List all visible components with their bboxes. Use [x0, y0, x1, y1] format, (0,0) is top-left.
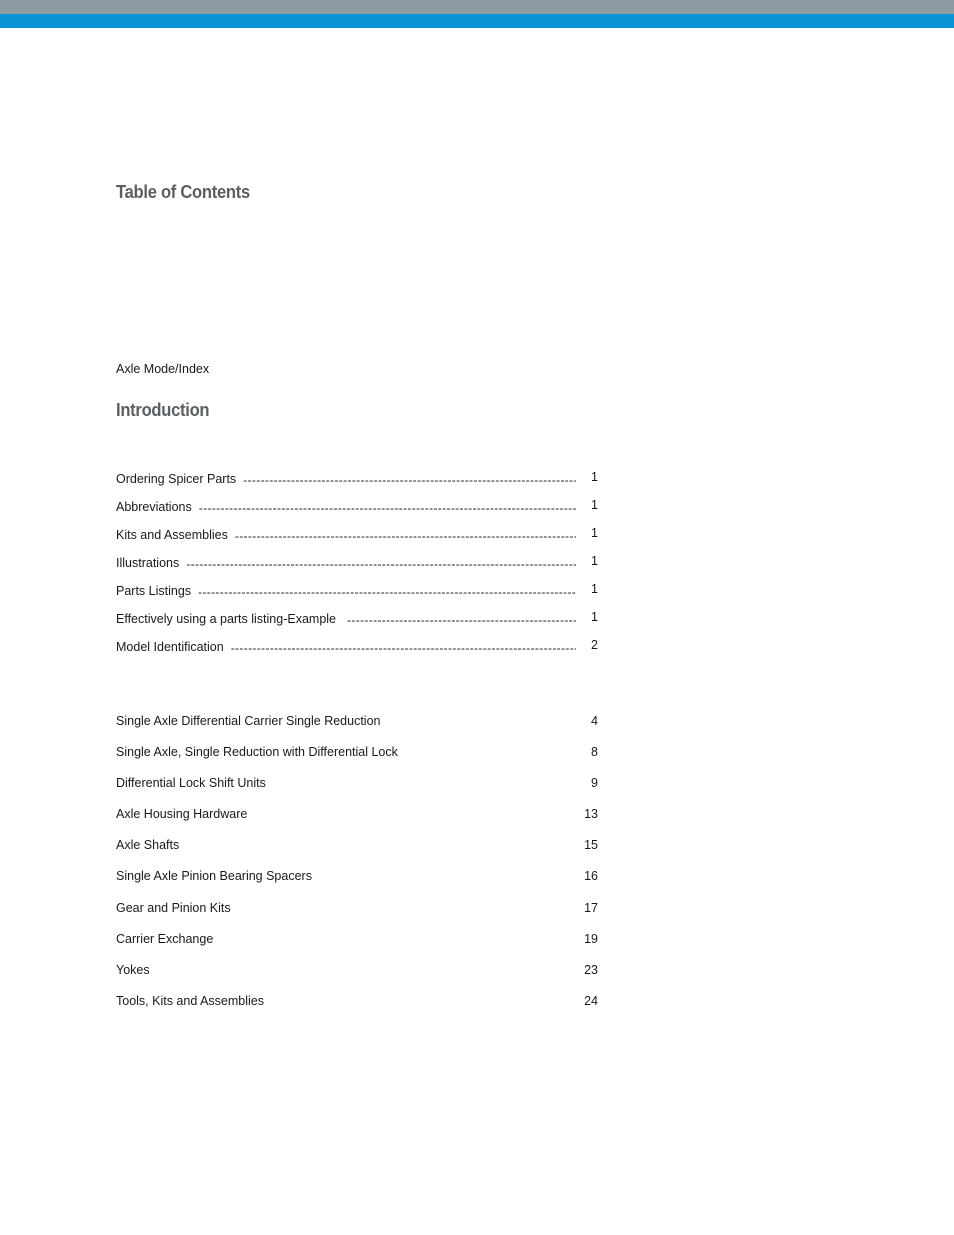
- toc-entry-label: Tools, Kits and Assemblies: [116, 993, 264, 1008]
- toc-entry-differential-carrier-single-reduction[interactable]: [116, 714, 598, 745]
- toc-entry-page: 4: [591, 714, 598, 728]
- header-bar-gray: [0, 0, 954, 14]
- toc-entry-page: 17: [584, 900, 598, 915]
- toc-entry-page: 16: [584, 869, 598, 884]
- toc-entry-abbreviations[interactable]: [116, 500, 598, 528]
- toc-entry-carrier-exchange[interactable]: [116, 932, 598, 963]
- toc-entry-page: 1: [591, 582, 598, 596]
- toc-entry-label: Ordering Spicer Parts: [116, 472, 237, 486]
- toc-entry-label: Single Axle Pinion Bearing Spacers: [116, 869, 312, 884]
- toc-entry-page: 1: [591, 526, 598, 540]
- toc-entry-illustrations[interactable]: [116, 556, 598, 584]
- toc-entry-label: Carrier Exchange: [116, 931, 214, 946]
- toc-entry-page: 1: [591, 610, 598, 624]
- toc-entry-label: Model Identification: [116, 640, 224, 654]
- toc-entry-page: 19: [584, 931, 598, 946]
- toc-entry-label: Effectively using a parts listing-Example: [116, 612, 337, 626]
- toc-entry-label: Illustrations: [116, 556, 180, 570]
- toc-entry-ordering-spicer-parts[interactable]: [116, 472, 598, 500]
- toc-entry-tools-kits-assemblies[interactable]: [116, 994, 598, 1025]
- toc-entry-model-identification[interactable]: [116, 640, 598, 668]
- dot-leader: [243, 473, 576, 488]
- introduction-entries: [116, 472, 598, 668]
- toc-entry-label: Differential Lock Shift Units: [116, 776, 266, 791]
- introduction-heading: Introduction: [116, 400, 210, 420]
- dot-leader: [199, 501, 576, 516]
- toc-entry-parts-listing-example[interactable]: [116, 612, 598, 640]
- toc-entry-label: Axle Shafts: [116, 838, 180, 853]
- toc-entry-page: 1: [591, 470, 598, 484]
- toc-entry-page: 8: [591, 745, 598, 760]
- toc-entry-page: 24: [584, 993, 598, 1008]
- toc-entry-page: 13: [584, 807, 598, 822]
- toc-entry-label: Yokes: [116, 962, 150, 977]
- toc-entry-page: 1: [591, 554, 598, 568]
- toc-entry-single-reduction-differential-lock[interactable]: [116, 745, 598, 776]
- section-entries: [116, 714, 598, 1025]
- dot-leader: [198, 585, 576, 600]
- toc-entry-differential-lock-shift-units[interactable]: [116, 776, 598, 807]
- toc-entry-kits-and-assemblies[interactable]: [116, 528, 598, 556]
- dot-leader: [347, 613, 576, 628]
- toc-entry-parts-listings[interactable]: [116, 584, 598, 612]
- dot-leader: [186, 557, 576, 572]
- toc-entry-label: Kits and Assemblies: [116, 528, 228, 542]
- dot-leader: [231, 641, 576, 656]
- toc-entry-pinion-bearing-spacers[interactable]: [116, 869, 598, 900]
- toc-entry-page: 15: [584, 838, 598, 853]
- header-bar-blue: [0, 14, 954, 28]
- dot-leader: [235, 529, 576, 544]
- axle-mode-index-label: Axle Mode/Index: [116, 362, 210, 376]
- toc-entry-label: Single Axle Differential Carrier Single Reduction: [116, 714, 381, 728]
- toc-entry-label: Gear and Pinion Kits: [116, 900, 231, 915]
- toc-entry-gear-and-pinion-kits[interactable]: [116, 901, 598, 932]
- toc-entry-label: Axle Housing Hardware: [116, 807, 248, 822]
- toc-entry-label: Abbreviations: [116, 500, 192, 514]
- page-title: Table of Contents: [116, 182, 250, 202]
- toc-entry-axle-housing-hardware[interactable]: [116, 807, 598, 838]
- toc-entry-label: Single Axle, Single Reduction with Differential Lock: [116, 745, 398, 760]
- toc-entry-page: 9: [591, 776, 598, 791]
- toc-entry-label: Parts Listings: [116, 584, 192, 598]
- toc-entry-axle-shafts[interactable]: [116, 838, 598, 869]
- toc-entry-yokes[interactable]: [116, 963, 598, 994]
- toc-entry-page: 1: [591, 498, 598, 512]
- toc-entry-page: 23: [584, 962, 598, 977]
- toc-entry-page: 2: [591, 638, 598, 652]
